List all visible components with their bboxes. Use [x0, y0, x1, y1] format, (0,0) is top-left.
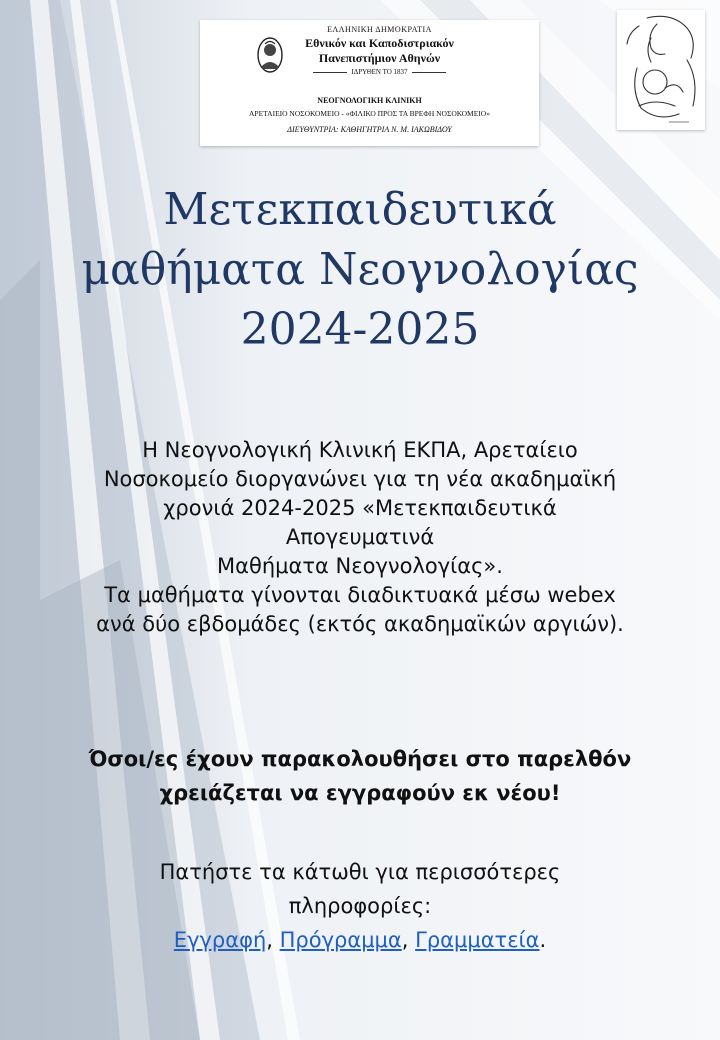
notice-line1: Όσοι/ες έχουν παρακολουθήσει στο παρελθόν: [88, 747, 632, 771]
body-line: Η Νεογνολογική Κλινική ΕΚΠΑ, Αρεταίειο: [142, 438, 578, 462]
body-line: Νοσοκομείο διοργανώνει για τη νέα ακαδημαϊκή: [103, 467, 617, 491]
body-line: Απογευματινά: [285, 525, 435, 549]
title-line3: 2024-2025: [240, 304, 480, 355]
body-line: χρονιά 2024-2025 «Μετεκπαιδευτικά: [163, 496, 557, 520]
hospital-name: ΑΡΕΤΑΙΕΙΟ ΝΟΣΟΚΟΜΕΙΟ - «ΦΙΛΙΚΟ ΠΡΟΣ ΤΑ ΒΡΕΦΗ ΝΟΣΟΚΟΜΕΙΟ»: [249, 109, 490, 118]
program-link[interactable]: Πρόγραμμα: [279, 928, 402, 952]
info-line2: πληροφορίες:: [288, 894, 432, 918]
university-name-line1: Εθνικόν και Καποδιστριακόν: [305, 36, 454, 50]
clinic-name: ΝΕΟΓΝΟΛΟΓΙΚΗ ΚΛΙΝΙΚΗ: [317, 96, 422, 105]
re-registration-notice: [0, 742, 720, 810]
notice-line2: χρειάζεται να εγγραφούν εκ νέου!: [159, 781, 561, 805]
body-line: Μαθήματα Νεογνολογίας».: [217, 554, 503, 578]
period: .: [539, 928, 547, 952]
announcement-body: [0, 436, 720, 639]
registration-link[interactable]: Εγγραφή: [173, 928, 267, 952]
republic-label: ΕΛΛΗΝΙΚΗ ΔΗΜΟΚΡΑΤΙΑ: [327, 25, 432, 34]
founded-label: ΙΔΡΥΘΕΝ ΤΟ 1837: [200, 68, 539, 76]
separator: ,: [266, 928, 280, 952]
body-line: Τα μαθήματα γίνονται διαδικτυακά μέσω webex: [104, 583, 616, 607]
info-line1: Πατήστε τα κάτωθι για περισσότερες: [159, 860, 561, 884]
secretariat-link[interactable]: Γραμματεία: [415, 928, 540, 952]
mother-baby-sketch: [617, 10, 705, 130]
page-title: [0, 180, 720, 360]
mother-baby-icon: [617, 10, 705, 130]
university-header: [200, 20, 539, 146]
director-label: ΔΙΕΥΘΥΝΤΡΙΑ: ΚΑΘΗΓΗΤΡΙΑ Ν. Μ. ΙΑΚΩΒΙΔΟΥ: [287, 125, 452, 134]
separator: ,: [401, 928, 416, 952]
title-line1: Μετεκπαιδευτικά: [163, 184, 557, 235]
title-line2: μαθήματα Νεογνολογίας: [81, 244, 639, 295]
more-info-section: [0, 855, 720, 957]
links-row: [0, 923, 720, 957]
body-line: ανά δύο εβδομάδες (εκτός ακαδημαϊκών αργιών).: [96, 612, 624, 636]
university-name-line2: Πανεπιστήμιον Αθηνών: [318, 51, 441, 65]
